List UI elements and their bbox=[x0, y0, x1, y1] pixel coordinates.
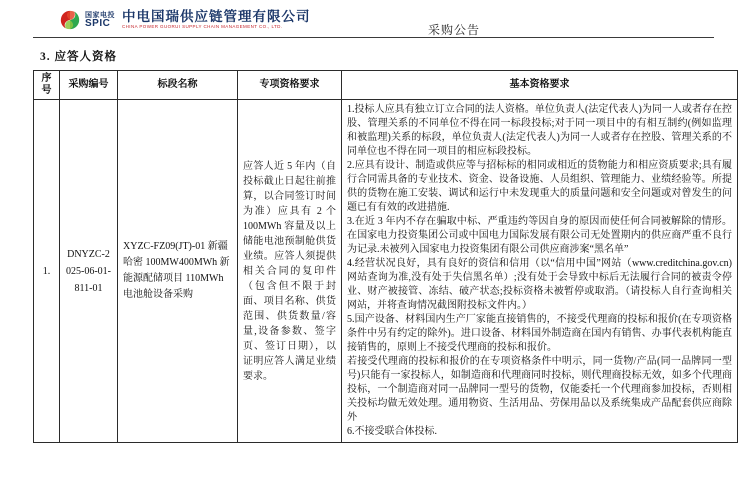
spic-brand-cn: 国家电投 bbox=[85, 11, 115, 19]
spic-brand-en: SPIC bbox=[85, 17, 111, 29]
section-name-cell: XYZC-FZ09(JT)-01 新疆哈密 100MW400MWh 新能源配储项目 110MWh 电池舱设备采购 bbox=[118, 100, 238, 443]
company-logo bbox=[59, 7, 311, 33]
company-name bbox=[122, 10, 311, 30]
requirement-paragraph: 6.不接受联合体投标. bbox=[347, 426, 437, 437]
basic-requirements-cell bbox=[342, 100, 738, 443]
company-name-cn: 中电国瑞供应链管理有限公司 bbox=[122, 9, 311, 25]
header-divider bbox=[33, 37, 714, 38]
requirement-paragraph: 4.经营状况良好，具有良好的资信和信用（以“信用中国”网站（www.creditchina.gov.cn)网站查询为准,没有处于失信黑名单）;没有处于会导致中标后无法履行合同的被责令停业、财产被接管、冻结、破产状态;投标资格未被暂停或取消。（请投标人自行查询相关网站，并将查询情况截图附投标文件内。） bbox=[347, 258, 732, 311]
spic-swirl-icon bbox=[59, 9, 81, 31]
table-header-row bbox=[34, 71, 738, 100]
section-heading: 3. 应答人资格 bbox=[40, 51, 117, 63]
spic-brand bbox=[85, 12, 115, 29]
requirement-paragraph: 5.国产设备、材料国内生产厂家能直接销售的，不接受代理商的投标和报价(在专项资格条件中另有约定的除外)。进口设备、材料国外制造商在国内有销售、办事代表机构能直接销售的，原则上不接受代理商的投标和报价。 bbox=[347, 314, 732, 353]
col-header-section-name: 标段名称 bbox=[118, 71, 238, 100]
document-title: 采购公告 bbox=[428, 23, 481, 37]
respondent-qualifications-table bbox=[33, 70, 738, 443]
col-header-serial-no: 序号 bbox=[34, 71, 60, 100]
serial-no-cell: 1. bbox=[34, 100, 60, 443]
requirement-paragraph: 3.在近 3 年内不存在骗取中标、严重违约等因自身的原因而使任何合同被解除的情形。在国家电力投资集团公司或中国电力国际发展有限公司无处置期内的供应商严重不良行为记录.未被列入国家电力投资集团有限公司供应商涉案“黑名单” bbox=[347, 216, 732, 255]
col-header-procurement-no: 采购编号 bbox=[60, 71, 118, 100]
special-requirements-cell: 应答人近 5 年内（自投标截止日起往前推算，以合同签订时间为准）应具有 2 个 100MWh 容量及以上储能电池预制舱供货业绩。应答人须提供相关合同的复印件（包含但不限于封面、项目名称、供货范围、供货数量/容量,设备参数、签字页、签订日期），以证明应答人满足业绩要求。 bbox=[238, 100, 342, 443]
col-header-basic-requirements: 基本资格要求 bbox=[342, 71, 738, 100]
procurement-no-cell: DNYZC-2025-06-01-811-01 bbox=[60, 100, 118, 443]
requirement-paragraph: 若接受代理商的投标和报价的在专项资格条件中明示，同一货物/产品(同一品牌同一型号)只能有一家投标人，如制造商和代理商同时投标，则代理商投标无效，如多个代理商投标，一个制造商对同一品牌同一型号的货物，仅能委托一个代理商参加投标，否则相关投标均做无效处理。通用物资、生活用品、劳保用品以及系统集成产品配套供应商除外 bbox=[347, 356, 732, 423]
table-row bbox=[34, 100, 738, 443]
col-header-special-requirements: 专项资格要求 bbox=[238, 71, 342, 100]
requirement-paragraph: 2.应具有设计、制造或供应等与招标标的相同或相近的货物能力和相应资质要求;具有履行合同需具备的专业技术、资金、设备设施、人员组织、管理能力、业绩经验等。所提供的货物在施工安装、调试和运行中未发现重大的质量问题和安全问题或对曾发生的问题已有有效的改进措施. bbox=[347, 160, 732, 213]
company-name-en: CHINA POWER GUORUI SUPPLY CHAIN MANAGEMENT CO., LTD. bbox=[122, 23, 283, 29]
requirement-paragraph: 1.投标人应具有独立订立合同的法人资格。单位负责人(法定代表人)为同一人或者存在控股、管理关系的不同单位不得在同一标段投标;对于同一项目中的有相互制约(例如监理和被监理)关系的标段，单位负责人(法定代表人)为同一人或者存在控股、管理关系的不同单位也不得在同一项目的相应标段投标。 bbox=[347, 104, 732, 157]
